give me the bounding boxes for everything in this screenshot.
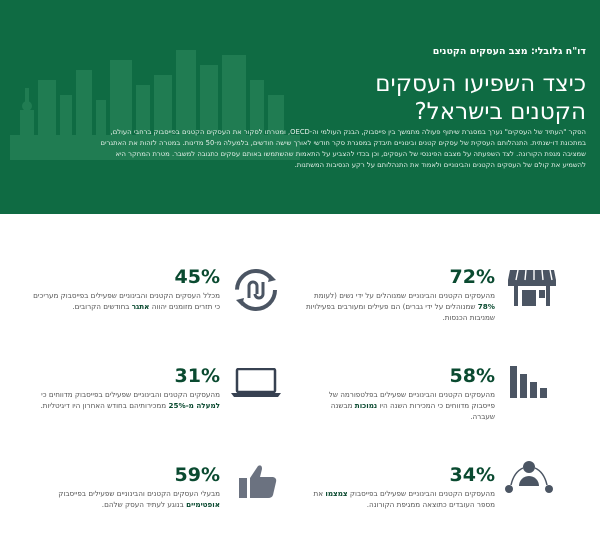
stat-percent: 31% — [174, 365, 220, 387]
stat-percent: 72% — [449, 266, 495, 288]
stat-description: מבעלי העסקים הקטנים והבינוניים שפעילים בפייסבוק אופטימיים בנוגע לעתיד העסק שלהם. — [58, 489, 220, 509]
title-line-1: כיצד השפיעו העסקים — [375, 71, 586, 97]
title-line-2: הקטנים בישראל? — [414, 99, 586, 125]
laptop-icon — [230, 368, 282, 398]
stat-description: מהעסקים הקטנים והבינוניים שמנוהלים על ידי נשים (לעומת 78% שמנוהלים על ידי גברים) הם פעילים ומעורבים בפעילויות שמניבות הכנסות. — [305, 291, 495, 322]
stat-31 — [30, 365, 220, 411]
report-eyebrow: דו"ח גלובלי: מצב העסקים הקטנים — [432, 46, 586, 57]
hero-banner — [0, 0, 600, 214]
stat-72 — [305, 266, 495, 323]
storefront-icon — [506, 266, 558, 310]
stat-percent: 58% — [449, 365, 495, 387]
stat-percent: 34% — [449, 464, 495, 486]
stat-description: מכלל העסקים הקטנים והבינוניים שפעילים בפייסבוק מעריכים כי תזרים מזומנים יהווה אתגר בחודשים הקרובים. — [33, 291, 220, 311]
intro-paragraph: הסקר "העתיד של העסקים" נערך במסגרת שיתוף פעולה מתמשך בין פייסבוק, הבנק העולמי וה-OECD, ומטרתו לסקור את העסקים הקטנים בפייסבוק ברחבי העולם, במתכונת דו-שנתית. התנהלותם העסקית של עסקים קטנים ובינוניים תיבדק במסגרת סקר חודשי לאורך שישה חודשים, בלמעלה מ-50 מדינות. במטרה לזהות את האתגרים שמציבה מגפת הקורונה. לצד השפעתה על מצבם הפיננסי של העסקים, וכן בכדי להצביע על התאמות שהשתמשו באותם עסקים כתגובה למשבר. מטרת המחקר היא להשמיע את קולם של העסקים הקטנים והבינוניים ולאמוד את התנהלותם על רקע הנסיבות המשתנות. — [100, 128, 586, 169]
stat-58 — [305, 365, 495, 422]
stat-59 — [30, 464, 220, 510]
stat-description: מהעסקים הקטנים והבינוניים שפעילים בפייסבוק מדווחים כי למעלה מ-25% ממכירותיהם בחודש האחרון היו דיגיטליות. — [40, 390, 220, 410]
declining-bars-icon — [508, 364, 552, 400]
stat-34 — [305, 464, 495, 510]
stat-description: מהעסקים הקטנים והבינוניים שפעילים בפייסבוק צמצמו את מספר העובדים כתוצאה ממגיפת הקורונה. — [313, 489, 495, 509]
stat-percent: 45% — [174, 266, 220, 288]
page-title — [286, 70, 586, 126]
cash-flow-icon — [232, 266, 280, 314]
people-network-icon — [502, 458, 556, 496]
thumbs-up-icon — [238, 462, 278, 500]
stat-45 — [30, 266, 220, 312]
stat-description: מהעסקים הקטנים והבינוניים שפעילים בפלטפורמה של פייסבוק מדווחים כי המכירות השנה היו נמוכות מבשנה שעברה. — [328, 390, 495, 421]
stat-percent: 59% — [174, 464, 220, 486]
